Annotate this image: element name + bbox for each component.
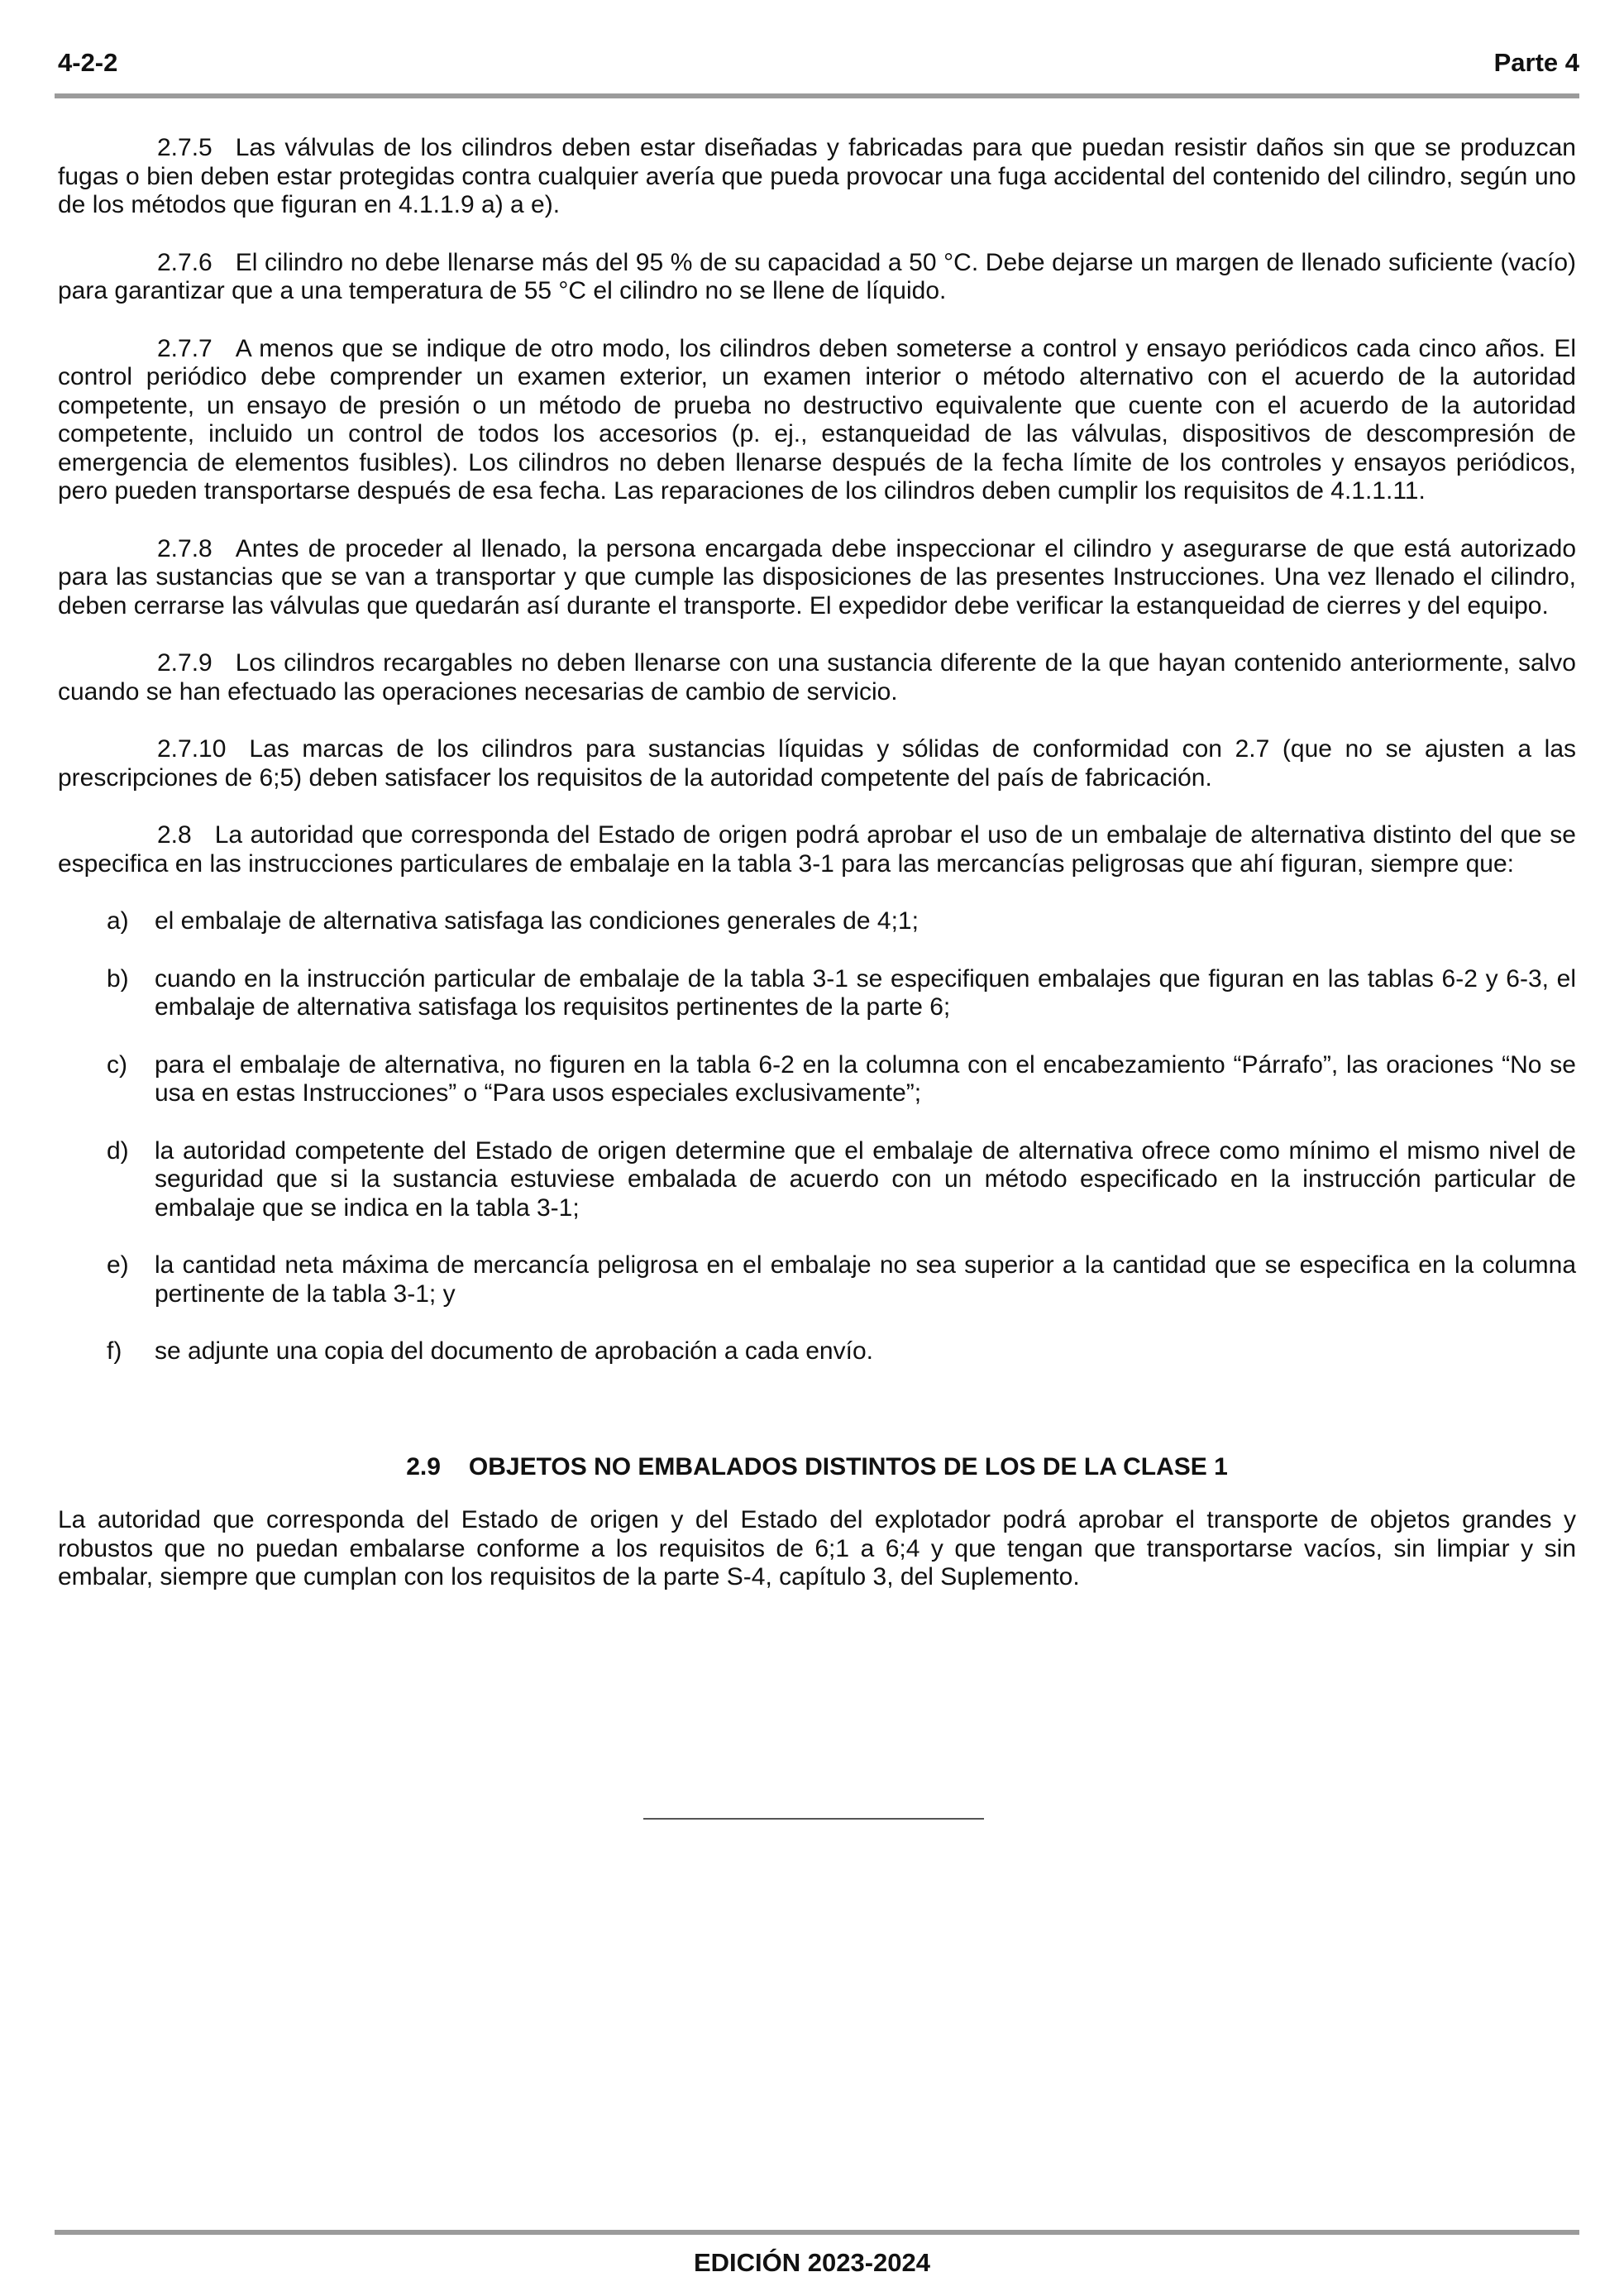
list-letter: f): [107, 1337, 122, 1365]
paragraph-text: A menos que se indique de otro modo, los cilindros deben someterse a control y ensayo periódicos cada cinco años. El control periódico debe comprender un examen exterior, un examen interior o método alternativo con el acuerdo de la autoridad competente, un ensayo de presión o un método de prueba no destructivo equivalente que cuente con el acuerdo de la autoridad competente, incluido un control de todos los accesorios (p. ej., estanqueidad de las válvulas, dispositivos de descompresión de emergencia de elementos fusibles). Los cilindros no deben llenarse después de la fecha límite de los controles y ensayos periódicos, pero pueden transportarse después de esa fecha. Las reparaciones de los cilindros deben cumplir los requisitos de 4.1.1.11.: [58, 334, 1576, 505]
page-header: [58, 48, 1579, 78]
list-item: [58, 1251, 1576, 1308]
list-text: cuando en la instrucción particular de embalaje de la tabla 3-1 se especifiquen embalajes que figuran en las tablas 6-2 y 6-3, el embalaje de alternativa satisfaga los requisitos pertinentes de la parte 6;: [155, 964, 1576, 1021]
list-text: la cantidad neta máxima de mercancía peligrosa en el embalaje no sea superior a la cantidad que se especifica en la columna pertinente de la tabla 3-1; y: [155, 1251, 1576, 1308]
part-label: Parte 4: [1493, 48, 1579, 77]
list-text: para el embalaje de alternativa, no figuren en la tabla 6-2 en la columna con el encabezamiento “Párrafo”, las oraciones “No se usa en estas Instrucciones” o “Para usos especiales exclusivamente”;: [155, 1050, 1576, 1107]
paragraph-number: 2.7.9: [157, 649, 213, 677]
section-paragraph: La autoridad que corresponda del Estado de origen y del Estado del explotador podrá aprobar el transporte de objetos grandes y robustos que no puedan embalarse conforme a los requisitos de 6;1 a 6;4 y que tengan que transportarse vacíos, sin limpiar y sin embalar, siempre que cumplan con los requisitos de la parte S-4, capítulo 3, del Suplemento.: [58, 1506, 1576, 1590]
footer-rule: [55, 2230, 1579, 2235]
header-rule: [55, 93, 1579, 98]
list-letter: b): [107, 964, 129, 993]
page-content: [58, 134, 1576, 1592]
paragraph-number: 2.7.8: [157, 534, 213, 562]
conditions-list: [58, 907, 1576, 1366]
paragraph-2-7-6: [58, 249, 1576, 306]
edition-footer: EDICIÓN 2023-2024: [693, 2248, 931, 2277]
paragraph-text: El cilindro no debe llenarse más del 95 % de su capacidad a 50 °C. Debe dejarse un margen de llenado suficiente (vacío) para garantizar que a una temperatura de 55 °C el cilindro no se llene de líquido.: [58, 248, 1576, 304]
list-text: el embalaje de alternativa satisfaga las condiciones generales de 4;1;: [155, 907, 919, 935]
paragraph-2-7-9: [58, 649, 1576, 706]
list-letter: a): [107, 907, 129, 935]
section-number: 2.9: [406, 1452, 441, 1480]
end-of-text-line: [643, 1818, 984, 1820]
list-item: [58, 1051, 1576, 1108]
paragraph-2-7-10: [58, 735, 1576, 792]
paragraph-2-7-5: [58, 134, 1576, 220]
list-item: [58, 1137, 1576, 1223]
list-letter: d): [107, 1136, 129, 1165]
list-letter: c): [107, 1050, 127, 1079]
paragraph-text: Antes de proceder al llenado, la persona encargada debe inspeccionar el cilindro y asegurarse de que está autorizado para las sustancias que se van a transportar y que cumple las disposiciones de las presentes Instrucciones. Una vez llenado el cilindro, deben cerrarse las válvulas que quedarán así durante el transporte. El expedidor debe verificar la estanqueidad de cierres y del equipo.: [58, 534, 1576, 619]
paragraph-2-8: [58, 821, 1576, 878]
page-number: 4-2-2: [58, 48, 118, 77]
paragraph-text: La autoridad que corresponda del Estado de origen podrá aprobar el uso de un embalaje de alternativa distinto del que se especifica en las instrucciones particulares de embalaje en la tabla 3-1 para las mercancías peligrosas que ahí figuran, siempre que:: [58, 821, 1576, 878]
paragraph-text: Las válvulas de los cilindros deben estar diseñadas y fabricadas para que puedan resistir daños sin que se produzcan fugas o bien deben estar protegidas contra cualquier avería que pueda provocar una fuga accidental del contenido del cilindro, según uno de los métodos que figuran en 4.1.1.9 a) a e).: [58, 134, 1576, 218]
paragraph-number: 2.8: [157, 821, 192, 849]
list-item: [58, 1337, 1576, 1366]
list-letter: e): [107, 1251, 129, 1279]
paragraph-number: 2.7.5: [157, 134, 213, 161]
paragraph-2-7-8: [58, 535, 1576, 621]
paragraph-text: Los cilindros recargables no deben llenarse con una sustancia diferente de la que hayan contenido anteriormente, salvo cuando se han efectuado las operaciones necesarias de cambio de servicio.: [58, 649, 1576, 706]
list-item: [58, 965, 1576, 1022]
list-item: [58, 907, 1576, 936]
paragraph-number: 2.7.10: [157, 735, 227, 763]
paragraph-text: Las marcas de los cilindros para sustancias líquidas y sólidas de conformidad con 2.7 (que no se ajusten a las prescripciones de 6;5) deben satisfacer los requisitos de la autoridad competente del país de fabricación.: [58, 735, 1576, 792]
paragraph-number: 2.7.6: [157, 248, 213, 276]
list-text: se adjunte una copia del documento de aprobación a cada envío.: [155, 1337, 873, 1365]
section-title: OBJETOS NO EMBALADOS DISTINTOS DE LOS DE LA CLASE 1: [468, 1452, 1228, 1480]
paragraph-2-7-7: [58, 335, 1576, 506]
list-text: la autoridad competente del Estado de origen determine que el embalaje de alternativa ofrece como mínimo el mismo nivel de seguridad que si la sustancia estuviese embalada de acuerdo con un método especificado en la instrucción particular de embalaje que se indica en la tabla 3-1;: [155, 1136, 1576, 1222]
section-heading: [58, 1453, 1576, 1482]
paragraph-number: 2.7.7: [157, 334, 213, 362]
